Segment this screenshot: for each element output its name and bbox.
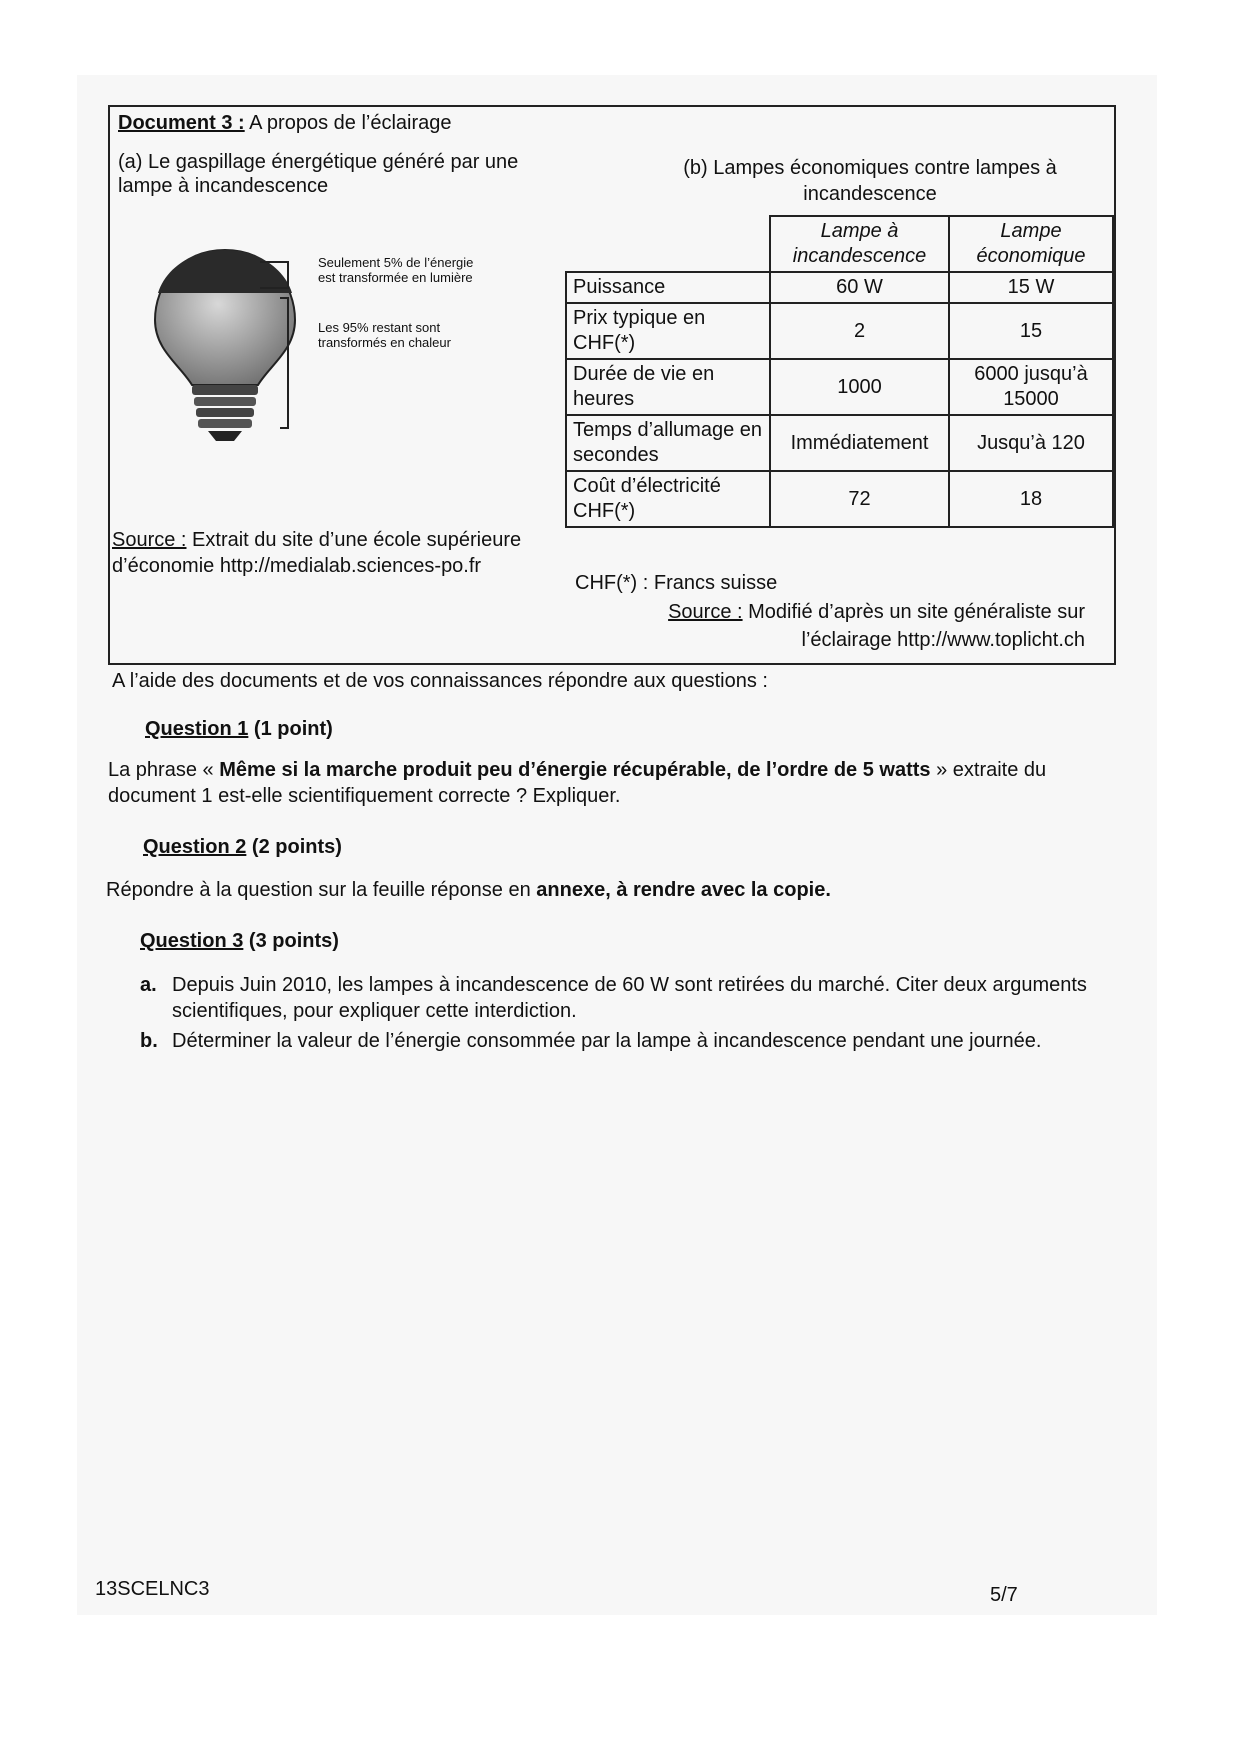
row-label: Coût d’électricité CHF(*) xyxy=(566,471,770,527)
cell-incandescent: 1000 xyxy=(770,359,949,415)
source-left xyxy=(112,527,532,579)
source-right xyxy=(590,598,1085,654)
light-bulb-figure xyxy=(150,245,490,445)
question-2-text-before: Répondre à la question sur la feuille réponse en xyxy=(106,879,537,901)
part-a-title: (a) Le gaspillage énergétique généré par une lampe à incandescence xyxy=(118,151,519,197)
question-1-text-after: » extraite du document 1 est-elle scientifiquement correcte ? Expliquer. xyxy=(108,759,1047,807)
question-1-quote: Même si la marche produit peu d’énergie récupérable, de l’ordre de 5 watts xyxy=(219,759,931,781)
row-label: Temps d’allumage en secondes xyxy=(566,415,770,471)
question-2-emphasis: annexe, à rendre avec la copie. xyxy=(536,879,831,901)
source-left-label: Source : xyxy=(112,529,187,551)
question-1-text xyxy=(108,757,1108,809)
question-3-label: Question 3 xyxy=(140,930,244,952)
cell-economic: Jusqu’à 120 xyxy=(949,415,1113,471)
question-2-title xyxy=(143,836,342,859)
source-left-text: Extrait du site d’une école supérieure d’économie http://medialab.sciences-po.fr xyxy=(112,529,522,577)
item-text: Déterminer la valeur de l’énergie consommée par la lampe à incandescence pendant une journée. xyxy=(172,1030,1042,1052)
document-label: Document 3 : xyxy=(118,112,245,134)
table-row xyxy=(566,272,1113,303)
question-1-label: Question 1 xyxy=(145,718,249,740)
source-right-text: Modifié d’après un site généraliste sur l’éclairage http://www.toplicht.ch xyxy=(748,601,1085,651)
table-row xyxy=(566,471,1113,527)
question-2-label: Question 2 xyxy=(143,836,247,858)
table-corner xyxy=(566,216,770,272)
question-1-title xyxy=(145,718,333,741)
item-text: Depuis Juin 2010, les lampes à incandescence de 60 W sont retirées du marché. Citer deux arguments scientifiques, pour expliquer cette interdiction. xyxy=(172,974,1087,1022)
question-2-text xyxy=(106,877,1106,903)
cell-economic: 18 xyxy=(949,471,1113,527)
document-title xyxy=(118,112,452,135)
cell-economic: 6000 jusqu’à 15000 xyxy=(949,359,1113,415)
footer-code: 13SCELNC3 xyxy=(95,1578,210,1600)
list-item xyxy=(140,1028,1112,1054)
cell-economic: 15 W xyxy=(949,272,1113,303)
table-header-row xyxy=(566,216,1113,272)
table-row xyxy=(566,303,1113,359)
question-3-title xyxy=(140,930,339,953)
header-incandescent: Lampe à incandescence xyxy=(770,216,949,272)
table-row xyxy=(566,359,1113,415)
list-item xyxy=(140,972,1112,1024)
question-2-points: (2 points) xyxy=(251,836,342,858)
item-marker: a. xyxy=(140,974,157,996)
cell-incandescent: Immédiatement xyxy=(770,415,949,471)
cell-incandescent: 60 W xyxy=(770,272,949,303)
page-number: 5/7 xyxy=(990,1584,1018,1606)
bulb-note-light: Seulement 5% de l’énergie est transformée en lumière xyxy=(318,255,474,285)
cell-economic: 15 xyxy=(949,303,1113,359)
item-marker: b. xyxy=(140,1030,158,1052)
row-label: Prix typique en CHF(*) xyxy=(566,303,770,359)
question-1-text-before: La phrase « xyxy=(108,759,220,781)
bulb-note-heat: Les 95% restant sont transformés en chaleur xyxy=(318,320,451,350)
lamp-comparison-table xyxy=(565,215,1114,528)
question-3-items xyxy=(140,972,1112,1054)
document-title-text: A propos de l’éclairage xyxy=(249,112,452,134)
row-label: Durée de vie en heures xyxy=(566,359,770,415)
source-right-label: Source : xyxy=(668,601,743,623)
table-row xyxy=(566,415,1113,471)
question-3-points: (3 points) xyxy=(248,930,339,952)
instructions-intro: A l’aide des documents et de vos connaissances répondre aux questions : xyxy=(112,670,768,692)
question-1-points: (1 point) xyxy=(253,718,333,740)
bracket-lines xyxy=(258,260,298,430)
chf-footnote: CHF(*) : Francs suisse xyxy=(575,572,778,594)
cell-incandescent: 72 xyxy=(770,471,949,527)
cell-incandescent: 2 xyxy=(770,303,949,359)
row-label: Puissance xyxy=(566,272,770,303)
part-b-title: (b) Lampes économiques contre lampes à incandescence xyxy=(683,157,1057,205)
header-economic: Lampe économique xyxy=(949,216,1113,272)
